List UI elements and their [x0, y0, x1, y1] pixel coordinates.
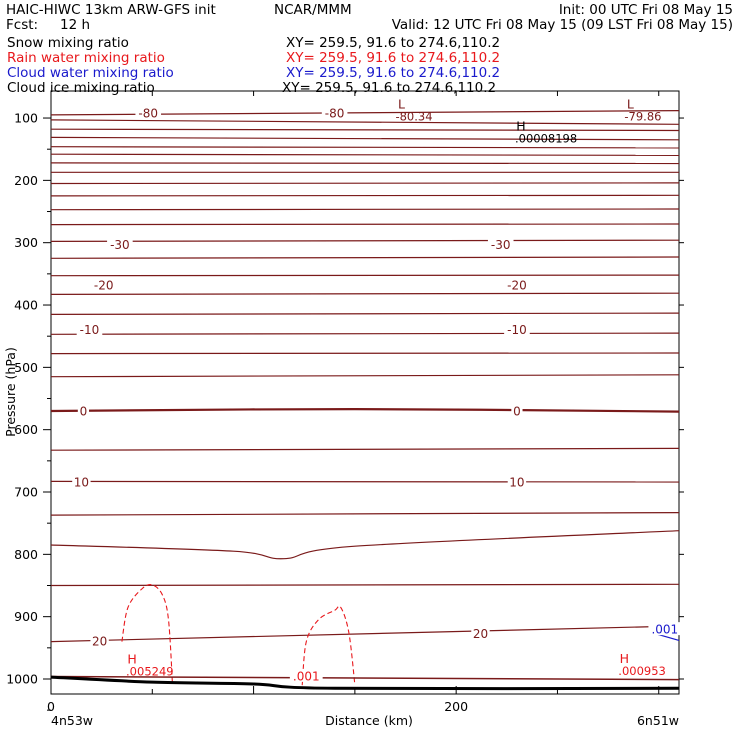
y-tick-label-1000: 1000	[6, 671, 38, 687]
isotherm-label-5: -20	[507, 278, 527, 293]
isotherm-label-6: -10	[79, 322, 100, 337]
x-tick-label-0: 0	[47, 699, 55, 714]
isotherm-line-19	[51, 375, 679, 377]
isotherm-line-23	[51, 513, 679, 516]
isotherm-line-24	[51, 531, 679, 559]
isotherm-line-18	[51, 353, 679, 354]
isotherm-line-25	[51, 584, 679, 585]
init-time: Init: 00 UTC Fri 08 May 15	[558, 2, 733, 18]
temperature-isotherms	[51, 111, 679, 642]
isotherm-label-7: -10	[507, 322, 527, 337]
rain-label-0: .001	[292, 669, 320, 684]
extremum-value-2: .00008198	[514, 131, 578, 146]
isotherm-label-3: -30	[490, 238, 511, 253]
extremum-letter-3: H	[127, 651, 137, 667]
isotherm-label-1: -80	[324, 106, 345, 121]
isotherm-label-13: 20	[472, 626, 489, 641]
extremum-letter-1: L	[626, 96, 634, 112]
plot-frame	[51, 91, 679, 694]
x-axis-title: Distance (km)	[325, 713, 413, 728]
legend-snow-label: Snow mixing ratio	[7, 35, 129, 51]
y-tick-label-800: 800	[14, 546, 38, 562]
isotherm-line-8	[51, 183, 679, 184]
x-tick-label-200: 200	[444, 699, 469, 714]
isotherm-line-6	[51, 163, 679, 164]
isotherm-label-0: -80	[138, 106, 159, 121]
legend-cloud-water-xy: XY= 259.5, 91.6 to 274.6,110.2	[286, 65, 501, 81]
legend-rain-label: Rain water mixing ratio	[7, 50, 165, 66]
legend-cloud-water-label: Cloud water mixing ratio	[7, 65, 174, 81]
extremum-value-0: -80.34	[395, 109, 433, 124]
isotherm-line-15	[51, 293, 679, 294]
extremum-letter-2: H	[516, 118, 526, 134]
isotherm-line-13	[51, 257, 679, 258]
y-tick-label-700: 700	[14, 484, 38, 500]
isotherm-label-2: -30	[110, 238, 130, 253]
extremum-letter-0: L	[397, 96, 405, 112]
isotherm-label-11: 10	[509, 475, 525, 490]
isotherm-line-26	[51, 626, 679, 642]
isotherm-line-10	[51, 209, 679, 210]
extremum-value-3: .005249	[126, 664, 174, 679]
isotherm-line-1	[51, 120, 679, 124]
y-tick-label-100: 100	[14, 110, 38, 126]
isotherm-label-10: 10	[73, 475, 90, 490]
y-tick-label-600: 600	[14, 422, 38, 438]
contour-labels	[72, 97, 681, 684]
model-title: HAIC-HIWC 13km ARW-GFS init	[6, 2, 216, 18]
extremum-letter-4: H	[619, 650, 630, 666]
extremum-value-1: -79.86	[624, 109, 662, 124]
isotherm-line-16	[51, 313, 679, 314]
fcst-value: 12 h	[60, 17, 91, 33]
cloud-water-label-0: .001	[651, 622, 679, 637]
extremum-value-4: .000953	[618, 663, 666, 678]
isotherm-line-11	[51, 224, 679, 225]
isotherm-label-12: 20	[91, 634, 108, 649]
isotherm-label-9: 0	[513, 404, 521, 419]
isotherm-line-12	[51, 240, 679, 241]
y-tick-label-500: 500	[14, 359, 38, 375]
legend-cloud-ice-label: Cloud ice mixing ratio	[7, 80, 155, 96]
valid-time: Valid: 12 UTC Fri 08 May 15 (09 LST Fri 08 May 15)	[391, 17, 733, 33]
isotherm-label-8: 0	[79, 404, 88, 419]
isotherm-line-22	[51, 481, 679, 482]
axis-ticks	[6, 91, 684, 714]
isotherm-line-5	[51, 154, 679, 155]
isotherm-line-3	[51, 137, 679, 139]
isotherm-line-9	[51, 195, 679, 196]
y-axis-title: Pressure (hPa)	[3, 347, 18, 437]
x-endpoint-right: 6n51w	[636, 713, 679, 728]
isotherm-line-21	[51, 448, 679, 450]
y-tick-label-200: 200	[14, 172, 38, 188]
isotherm-line-20	[51, 409, 679, 412]
y-tick-label-900: 900	[14, 609, 38, 625]
isotherm-line-2	[51, 129, 679, 130]
fcst-label: Fcst:	[6, 17, 39, 33]
isotherm-line-4	[51, 147, 679, 148]
isotherm-label-4: -20	[93, 278, 114, 293]
legend-snow-xy: XY= 259.5, 91.6 to 274.6,110.2	[286, 35, 501, 51]
legend-cloud-ice-xy: XY= 259.5, 91.6 to 274.6,110.2	[282, 80, 497, 96]
legend-rain-xy: XY= 259.5, 91.6 to 274.6,110.2	[286, 50, 501, 66]
isotherm-line-17	[51, 333, 679, 334]
y-tick-label-300: 300	[14, 235, 38, 251]
y-tick-label-400: 400	[14, 297, 38, 313]
org-label: NCAR/MMM	[274, 2, 352, 18]
isotherm-line-14	[51, 275, 679, 276]
x-endpoint-left: 4n53w	[51, 713, 94, 728]
